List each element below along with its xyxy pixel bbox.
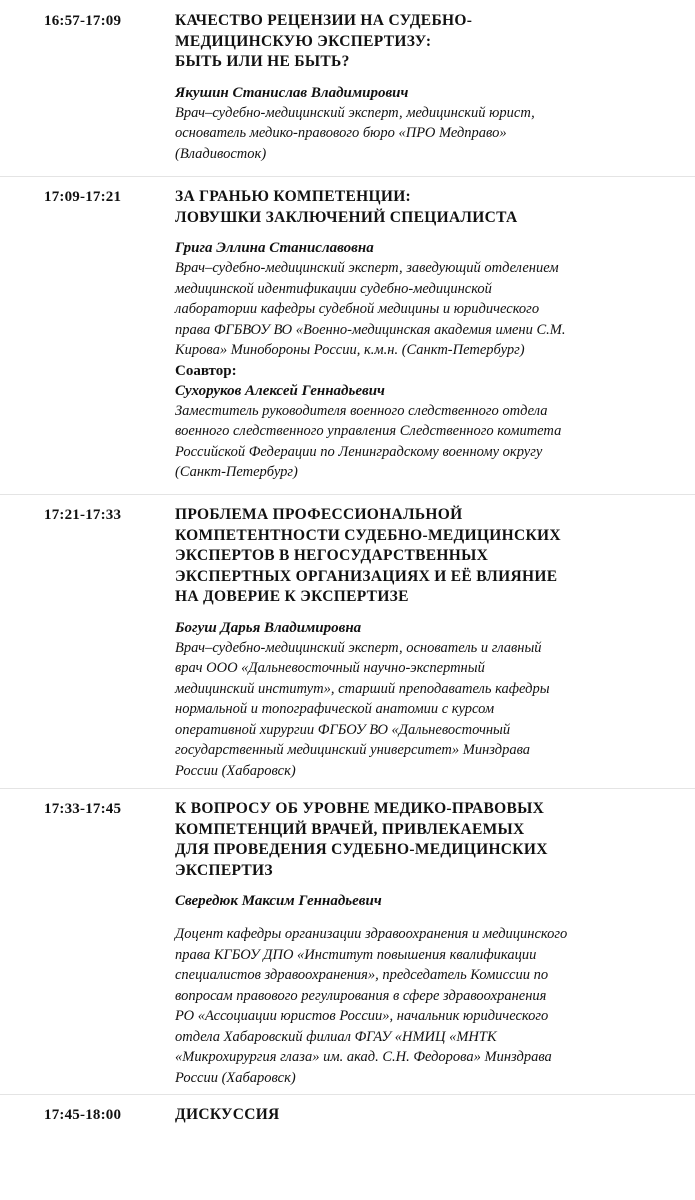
- speaker-description-line: (Владивосток): [175, 145, 267, 162]
- speaker-description: [175, 103, 675, 165]
- speaker-name: Свередюк Максим Геннадьевич: [175, 893, 382, 909]
- speaker-description-line: вопросам правового регулирования в сфере здравоохранения: [175, 987, 547, 1004]
- coauthor-description: [175, 401, 675, 483]
- session-time: 17:33-17:45: [44, 801, 122, 817]
- speaker-description-line: Врач–судебно-медицинский эксперт, заведующий отделением: [175, 260, 559, 276]
- talk-title: [175, 1105, 675, 1126]
- talk-title-line: ЭКСПЕРТИЗ: [175, 861, 273, 879]
- talk-title-line: БЫТЬ ИЛИ НЕ БЫТЬ?: [175, 53, 350, 70]
- talk-title-line: К ВОПРОСУ ОБ УРОВНЕ МЕДИКО-ПРАВОВЫХ: [175, 800, 545, 817]
- speaker-description-line: России (Хабаровск): [175, 762, 296, 779]
- speaker-description-line: специалистов здравоохранения», председатель Комиссии по: [175, 967, 549, 983]
- speaker-description-line: РО «Ассоциации юристов России», начальник юридического: [175, 1008, 549, 1024]
- talk-title-line: ДИСКУССИЯ: [175, 1106, 280, 1123]
- speaker-description-line: медицинский институт», старший преподаватель кафедры: [175, 680, 550, 697]
- speaker-description-line: лаборатории кафедры судебной медицины и юридического: [175, 301, 540, 317]
- talk-title-line: ДЛЯ ПРОВЕДЕНИЯ СУДЕБНО-МЕДИЦИНСКИХ: [175, 841, 548, 858]
- coauthor-label: Соавтор:: [175, 362, 237, 379]
- talk-title-line: МЕДИЦИНСКУЮ ЭКСПЕРТИЗУ:: [175, 32, 432, 50]
- session-content: [175, 505, 675, 781]
- talk-title-line: ЛОВУШКИ ЗАКЛЮЧЕНИЙ СПЕЦИАЛИСТА: [175, 208, 518, 226]
- talk-title-line: НА ДОВЕРИЕ К ЭКСПЕРТИЗЕ: [175, 588, 409, 605]
- session-time: 17:09-17:21: [44, 189, 122, 205]
- talk-title-line: ПРОБЛЕМА ПРОФЕССИОНАЛЬНОЙ: [175, 506, 463, 523]
- talk-title: [175, 187, 675, 228]
- session-content: [175, 11, 675, 164]
- session-time: 16:57-17:09: [44, 13, 122, 29]
- speaker-description-line: Кирова» Минобороны России, к.м.н. (Санкт-Петербург): [175, 342, 525, 358]
- speaker-description-line: основатель медико-правового бюро «ПРО Медправо»: [175, 125, 507, 141]
- speaker-description-line: врач ООО «Дальневосточный научно-экспертный: [175, 660, 485, 676]
- talk-title: [175, 11, 675, 73]
- speaker-description-line: отдела Хабаровский филиал ФГАУ «НМИЦ «МНТК: [175, 1028, 497, 1045]
- session-content: [175, 799, 675, 1088]
- speaker-description-line: государственный медицинский университет» Минздрава: [175, 742, 531, 758]
- coauthor-name: Сухоруков Алексей Геннадьевич: [175, 382, 385, 399]
- session-content: [175, 1105, 675, 1136]
- session-time: 17:45-18:00: [44, 1107, 122, 1123]
- talk-title-line: КОМПЕТЕНЦИЙ ВРАЧЕЙ, ПРИВЛЕКАЕМЫХ: [175, 820, 525, 838]
- talk-title-line: ЗА ГРАНЬЮ КОМПЕТЕНЦИИ:: [175, 188, 412, 205]
- speaker-description-line: Врач–судебно-медицинский эксперт, основатель и главный: [175, 639, 542, 656]
- talk-title-line: ЭКСПЕРТНЫХ ОРГАНИЗАЦИЯХ И ЕЁ ВЛИЯНИЕ: [175, 567, 558, 585]
- speaker-description-line: «Микрохирургия глаза» им. акад. С.Н. Федорова» Минздрава: [175, 1049, 552, 1065]
- talk-title: [175, 505, 675, 608]
- speaker-description: [175, 638, 675, 782]
- speaker-description-line: права КГБОУ ДПО «Институт повышения квалификации: [175, 946, 537, 963]
- speaker-description-line: нормальной и топографической анатомии с курсом: [175, 701, 495, 717]
- talk-title: [175, 799, 675, 881]
- speaker-name: Якушин Станислав Владимирович: [175, 84, 409, 101]
- talk-title-line: ЭКСПЕРТОВ В НЕГОСУДАРСТВЕННЫХ: [175, 547, 489, 564]
- speaker-description-line: медицинской идентификации судебно-медицинской: [175, 280, 492, 297]
- speaker-description-line: права ФГБВОУ ВО «Военно-медицинская академия имени С.М.: [175, 321, 566, 338]
- session-time: 17:21-17:33: [44, 507, 122, 523]
- speaker-name: Грига Эллина Станиславовна: [175, 240, 374, 256]
- speaker-name: Богуш Дарья Владимировна: [175, 619, 362, 636]
- speaker-description-line: Врач–судебно-медицинский эксперт, медицинский юрист,: [175, 104, 535, 121]
- divider: [0, 494, 695, 495]
- speaker-description-line: оперативной хирургии ФГБОУ ВО «Дальневосточный: [175, 721, 511, 738]
- speaker-description-line: России (Хабаровск): [175, 1069, 296, 1086]
- divider: [0, 1094, 695, 1095]
- divider: [0, 788, 695, 789]
- session-content: [175, 187, 675, 483]
- talk-title-line: КАЧЕСТВО РЕЦЕНЗИИ НА СУДЕБНО-: [175, 12, 473, 29]
- divider: [0, 176, 695, 177]
- speaker-description-line: Доцент кафедры организации здравоохранения и медицинского: [175, 926, 568, 942]
- speaker-description: [175, 258, 675, 361]
- coauthor-description-line: (Санкт-Петербург): [175, 464, 298, 480]
- speaker-description: [175, 924, 675, 1088]
- coauthor-description-line: Заместитель руководителя военного следственного отдела: [175, 402, 548, 419]
- coauthor-description-line: Российской Федерации по Ленинградскому военному округу: [175, 443, 543, 460]
- coauthor-description-line: военного следственного управления Следственного комитета: [175, 423, 562, 439]
- talk-title-line: КОМПЕТЕНТНОСТИ СУДЕБНО-МЕДИЦИНСКИХ: [175, 526, 561, 544]
